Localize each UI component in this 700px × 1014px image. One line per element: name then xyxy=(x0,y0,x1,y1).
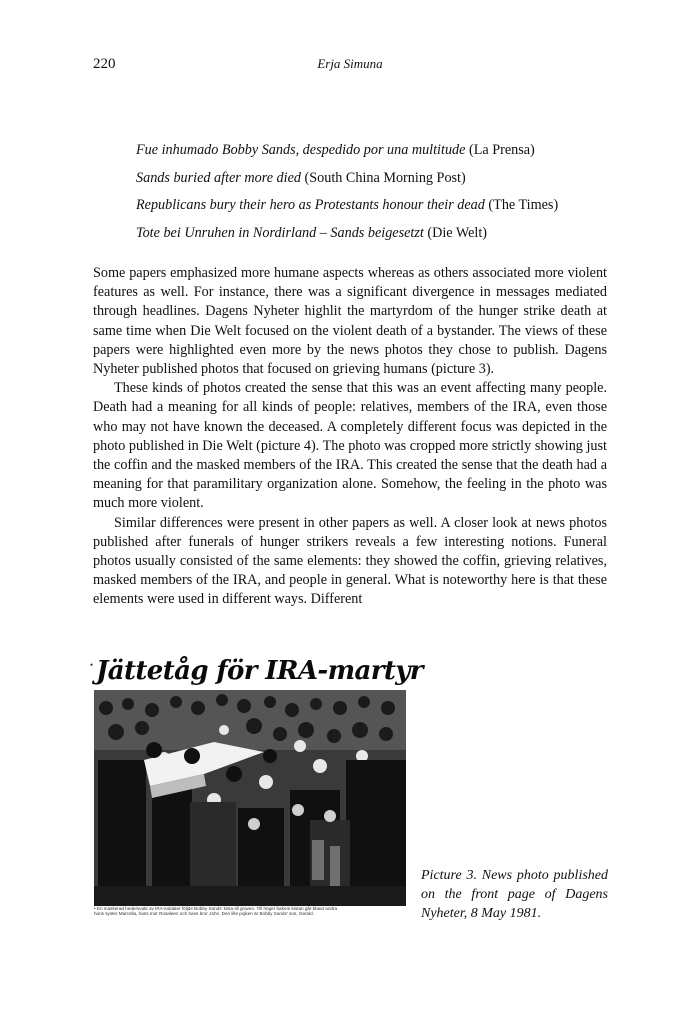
clipping-caption-line: hans syster Marcella, hans mor Rosaleen och hans bror John. Den lille pojken är Bobby Sands' son, Gerald. xyxy=(94,911,314,917)
paragraph: These kinds of photos created the sense that this was an event affecting many people. Death had a meaning for all kinds of people: relatives, members of the IRA, even those who may not have known the deceased. A completely different focus was depicted in the photo published in Die Welt (picture 4). The photo was cropped more strictly showing just the coffin and the masked members of the IRA. This created the sense that the death had a meaning for that paramilitary organization alone. Somehow, the feeling in the photo was much more violent. xyxy=(93,380,607,512)
headline-scmp xyxy=(136,165,616,193)
headline-text: Fue inhumado Bobby Sands, despedido por una multitude xyxy=(136,142,466,158)
headline-source: (South China Morning Post) xyxy=(304,169,466,186)
body-text xyxy=(93,264,607,610)
headline-die-welt xyxy=(136,220,616,248)
headline-text: Sands buried after more died xyxy=(136,169,301,186)
photo-illustration xyxy=(94,690,406,906)
picture-caption: Picture 3. News photo published on the front page of Dagens Nyheter, 8 May 1981. xyxy=(421,868,608,921)
headline-la-prensa xyxy=(136,137,616,165)
headline-source: (La Prensa) xyxy=(468,142,535,158)
bullet-mark-icon: • xyxy=(90,660,94,670)
headline-text: Republicans bury their hero as Protestants honour their dead xyxy=(136,197,485,213)
page-number: 220 xyxy=(93,56,116,72)
clipping-caption-line: • En maskerad hedersvakt av IRA-soldater följde Bobby Sands' kista till graven. Till höger bakom kistan går bland andra xyxy=(94,906,338,911)
headline-text: Tote bei Unruhen in Nordirland – Sands beigesetzt xyxy=(136,224,424,241)
paragraph: Similar differences were present in other papers as well. A closer look at news photos published after funerals of hunger strikers reveals a few interesting notions. Funeral photos usually consisted of the same elements: they showed the coffin, grieving relatives, masked members of the IRA, and people in general. What is noteworthy here is that these elements were used in different ways. Different xyxy=(93,514,607,608)
clipping-headline: Jättetåg för IRA-martyr xyxy=(96,656,423,686)
headline-the-times xyxy=(136,192,616,220)
headline-source: (The Times) xyxy=(488,197,559,213)
headline-source: (Die Welt) xyxy=(427,224,488,241)
newspaper-clipping xyxy=(90,650,423,920)
funeral-news-photo xyxy=(94,690,406,906)
running-head-author: Erja Simuna xyxy=(317,56,383,71)
headline-list xyxy=(136,137,616,247)
clipping-photo-caption xyxy=(94,906,406,920)
paragraph: Some papers emphasized more humane aspects whereas as others associated more violent features as well. For instance, there was a significant divergence in messages mediated through headlines. Dagens Nyheter highlit the martyrdom of the hunger strike death at same time when Die Welt focused on the violent death of a bystander. The views of these papers were highlighted even more by the news photos they chose to publish. Dagens Nyheter published photos that focused on grieving humans (picture 3). xyxy=(93,265,607,378)
